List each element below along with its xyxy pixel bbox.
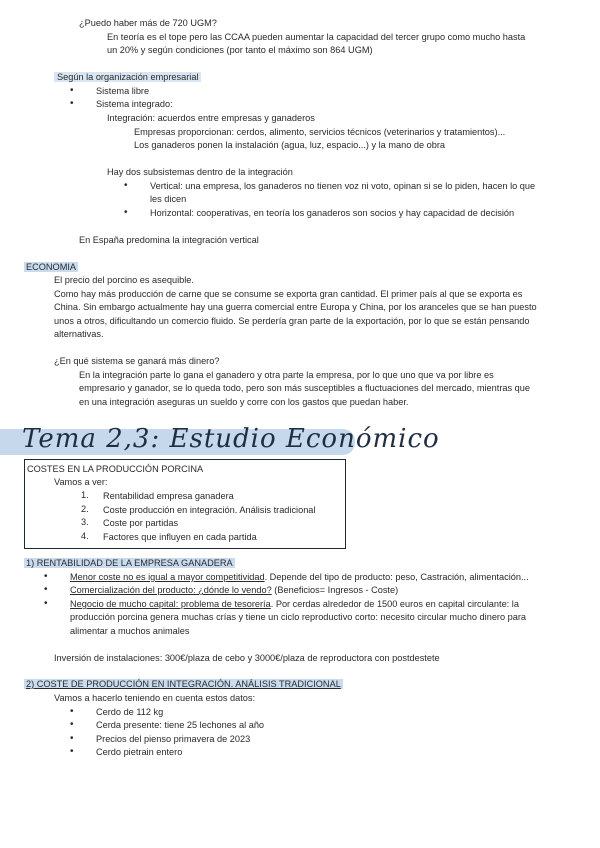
costes-box: [24, 459, 346, 549]
tema-title-banner: [0, 423, 600, 459]
costes-item-1: Rentabilidad empresa ganadera: [103, 491, 234, 501]
economia-answer3: en una integración aseguras un sueldo y corre con los gastos que puedan haber.: [79, 397, 409, 407]
answer-ugm-line2: un 20% y según condiciones (por tanto el máximo son 864 UGM): [107, 45, 373, 55]
economia-p3: unos a otros, dificultando un comercio fluido. Se perdería gran parte de la exportación, por lo que se están pensando: [54, 316, 530, 326]
integracion-def: Integración: acuerdos entre empresas y ganaderos: [107, 113, 315, 123]
rentabilidad-b1: • Menor coste no es igual a mayor competitividad. Depende del tipo de producto: peso, Castración, alimentación...: [70, 571, 529, 583]
dato-item-3: • Precios del pienso primavera de 2023: [96, 733, 250, 745]
economia-precio: El precio del porcino es asequible.: [54, 275, 194, 285]
rentabilidad-b2: • Comercialización del producto: ¿dónde lo vendo? (Beneficios= Ingresos - Coste): [70, 584, 398, 596]
dato-item-2: • Cerda presente: tiene 25 lechones al año: [96, 719, 264, 731]
costes-item-2: Coste producción en integración. Análisis tradicional: [103, 505, 316, 515]
costes-num-2: 2.: [81, 504, 89, 514]
costes-num-3: 3.: [81, 517, 89, 527]
economia-p2: China. Sin embargo actualmente hay una guerra comercial entre Europa y China, por los aranceles que se han puesto: [54, 302, 537, 312]
coste-integracion-heading: 2) COSTE DE PRODUCCIÓN EN INTEGRACIÓN. ANÁLISIS TRADICIONAL: [26, 679, 341, 689]
answer-ugm-line1: En teoría es el tope pero las CCAA pueden aumentar la capacidad del tercer grupo como mucho hasta: [107, 32, 526, 42]
vertical-line2: les dicen: [150, 194, 187, 204]
costes-item-4: Factores que influyen en cada partida: [103, 532, 257, 542]
tema-title: Tema 2,3: Estudio Económico: [22, 424, 440, 454]
rentabilidad-b3-line2: producción porcina genera muchas crías y tiene un ciclo reproductivo corto: necesito circular mucho dinero para: [70, 612, 527, 622]
dato-item-1: • Cerdo de 112 kg: [96, 706, 163, 718]
coste-integracion-intro: Vamos a hacerlo teniendo en cuenta estos datos:: [54, 693, 256, 703]
inversion: Inversión de instalaciones: 300€/plaza de cebo y 3000€/plaza de reproductora con postdestete: [54, 653, 440, 663]
org-item-integrado: • Sistema integrado:: [96, 98, 173, 110]
costes-item-3: Coste por partidas: [103, 518, 179, 528]
economia-p1: Como hay más producción de carne que se consume se exporta gran cantidad. El primer país al que se exporta es: [54, 289, 523, 299]
org-heading: Según la organización empresarial: [54, 71, 201, 83]
economia-answer1: En la integración parte lo gana el ganadero y otra parte la empresa, por lo que uno que va por libre es: [79, 370, 494, 380]
empresas-proporcionan: Empresas proporcionan: cerdos, alimento, servicios técnicos (veterinarios y tratamientos)...: [134, 127, 506, 137]
espana-vertical: En España predomina la integración vertical: [79, 235, 259, 245]
question-ugm: ¿Puedo haber más de 720 UGM?: [79, 18, 217, 28]
horizontal: • Horizontal: cooperativas, en teoría los ganaderos son socios y hay capacidad de decisión: [150, 207, 514, 219]
economia-question: ¿En qué sistema se ganará más dinero?: [54, 356, 220, 366]
economia-answer2: empresario y ganador, se lo queda todo, pero son más susceptibles a fluctuaciones del mercado, mientras que: [79, 383, 530, 393]
rentabilidad-b3: • Negocio de mucho capital: problema de tesorería. Por cerdas alrededor de 1500 euros en capital circulante: la: [70, 598, 519, 610]
dato-item-4: • Cerdo pietrain entero: [96, 746, 182, 758]
economia-p4: alternativas.: [54, 329, 104, 339]
costes-heading: COSTES EN LA PRODUCCIÓN PORCINA: [27, 464, 204, 474]
costes-num-1: 1.: [81, 490, 89, 500]
org-item-libre: • Sistema libre: [96, 85, 149, 97]
costes-intro: Vamos a ver:: [54, 477, 108, 487]
subsistemas: Hay dos subsistemas dentro de la integración: [107, 167, 293, 177]
economia-heading: ECONOMIA: [26, 262, 77, 272]
rentabilidad-heading: 1) RENTABILIDAD DE LA EMPRESA GANADERA: [26, 558, 233, 568]
costes-num-4: 4.: [81, 531, 89, 541]
vertical-line1: • Vertical: una empresa, los ganaderos no tienen voz ni voto, opinan si se lo piden, hacen lo que: [150, 180, 535, 192]
ganaderos-ponen: Los ganaderos ponen la instalación (agua, luz, espacio...) y la mano de obra: [134, 140, 446, 150]
rentabilidad-b3-line3: alimentar a muchos animales: [70, 626, 190, 636]
